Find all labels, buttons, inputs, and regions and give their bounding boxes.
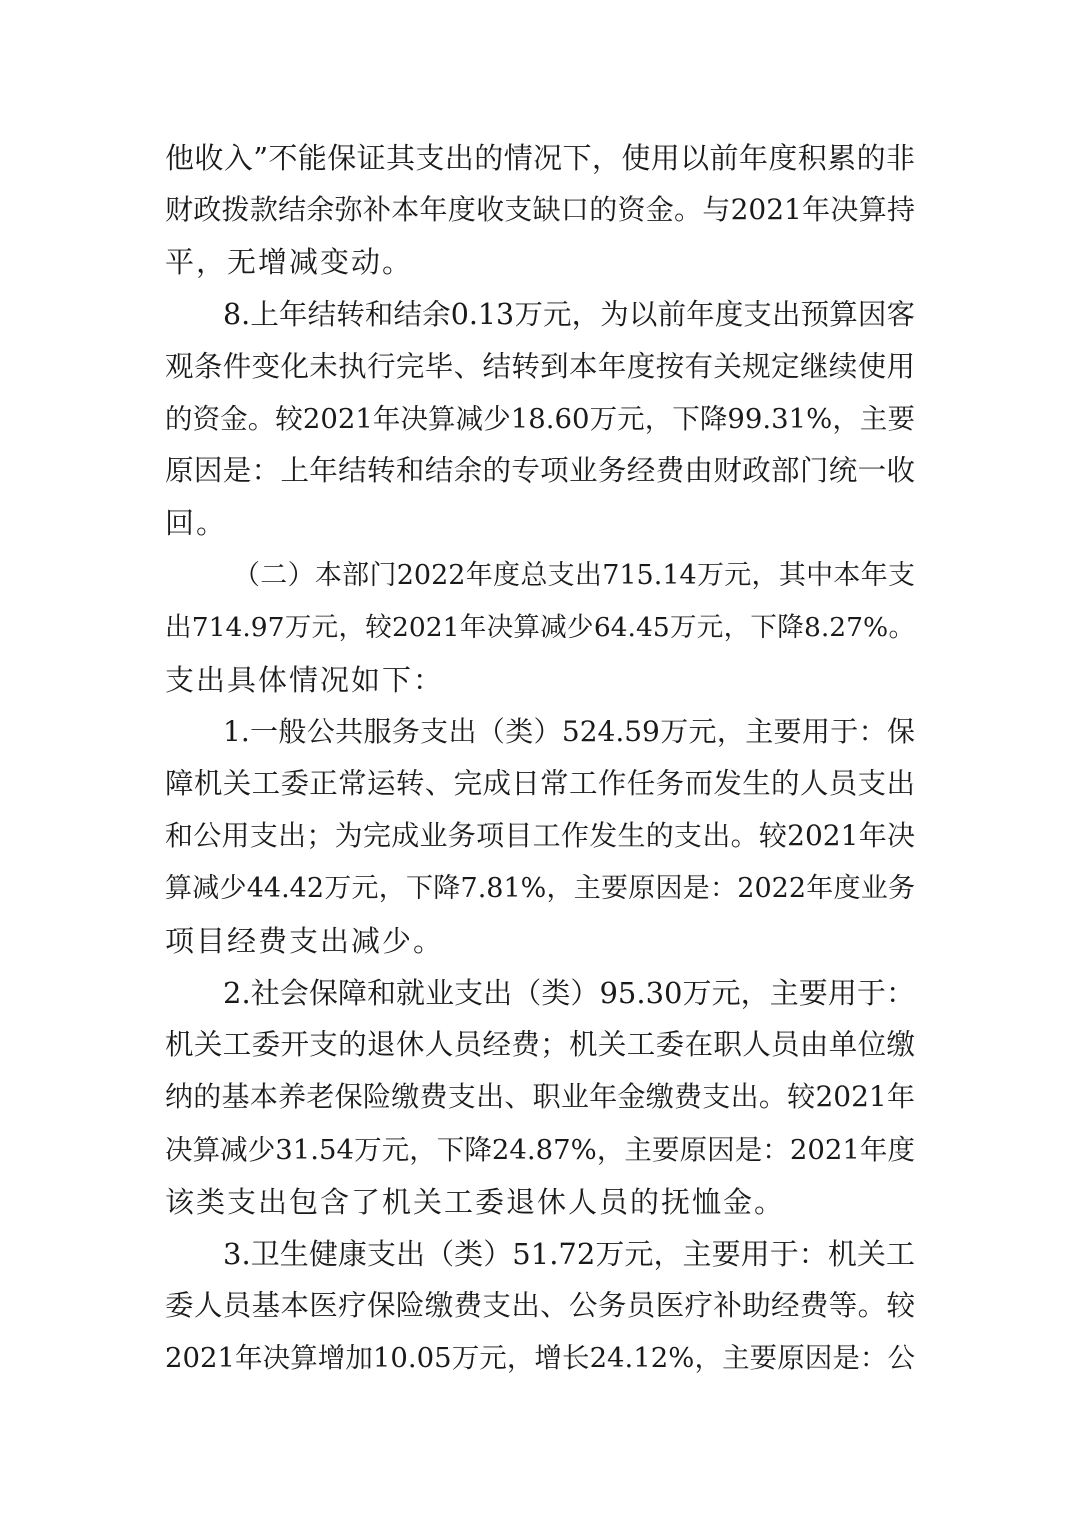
text-line: 3.卫生健康支出（类）51.72万元，主要用于：机关工 bbox=[223, 1236, 915, 1271]
paragraph-expense-2 bbox=[165, 967, 915, 1228]
text-line: 出714.97万元，较2021年决算减少64.45万元，下降8.27%。 bbox=[165, 611, 915, 643]
text-line: 和公用支出；为完成业务项目工作发生的支出。较2021年决 bbox=[165, 819, 915, 853]
text-line: 财政拨款结余弥补本年度收支缺口的资金。与2021年决算持 bbox=[165, 193, 915, 227]
text-line: 观条件变化未执行完毕、结转到本年度按有关规定继续使用 bbox=[165, 349, 915, 383]
text-line: 纳的基本养老保险缴费支出、职业年金缴费支出。较2021年 bbox=[165, 1080, 915, 1114]
text-line: 回。 bbox=[165, 506, 228, 541]
text-line: 项目经费支出减少。 bbox=[165, 923, 445, 958]
text-line: 平，无增减变动。 bbox=[165, 245, 414, 280]
text-line: 他收入”不能保证其支出的情况下，使用以前年度积累的非 bbox=[165, 141, 915, 175]
text-line: （二）本部门2022年度总支出715.14万元，其中本年支 bbox=[233, 559, 915, 591]
paragraph-expense-3 bbox=[165, 1228, 915, 1385]
text-line: 该类支出包含了机关工委退休人员的抚恤金。 bbox=[165, 1184, 786, 1219]
text-line: 8.上年结转和结余0.13万元，为以前年度支出预算因客 bbox=[223, 297, 915, 331]
text-line: 决算减少31.54万元，下降24.87%，主要原因是：2021年度 bbox=[165, 1133, 915, 1166]
paragraph-section-2 bbox=[165, 550, 915, 707]
text-line: 委人员基本医疗保险缴费支出、公务员医疗补助经费等。较 bbox=[165, 1289, 915, 1323]
text-line: 2021年决算增加10.05万元，增长24.12%，主要原因是：公 bbox=[165, 1342, 915, 1375]
text-line: 1.一般公共服务支出（类）524.59万元，主要用于：保 bbox=[223, 715, 915, 749]
text-line: 支出具体情况如下： bbox=[165, 662, 445, 697]
text-line: 的资金。较2021年决算减少18.60万元，下降99.31%，主要 bbox=[165, 402, 915, 435]
paragraph-expense-1 bbox=[165, 706, 915, 967]
paragraph-item-8 bbox=[165, 289, 915, 550]
text-line: 2.社会保障和就业支出（类）95.30万元，主要用于： bbox=[223, 976, 915, 1010]
paragraph-carryover-continued bbox=[165, 132, 915, 289]
text-line: 障机关工委正常运转、完成日常工作任务而发生的人员支出 bbox=[165, 767, 915, 801]
document-body bbox=[165, 132, 915, 1385]
text-line: 算减少44.42万元，下降7.81%，主要原因是：2022年度业务 bbox=[165, 872, 915, 904]
text-line: 机关工委开支的退休人员经费；机关工委在职人员由单位缴 bbox=[165, 1028, 915, 1062]
text-line: 原因是：上年结转和结余的专项业务经费由财政部门统一收 bbox=[165, 454, 915, 488]
